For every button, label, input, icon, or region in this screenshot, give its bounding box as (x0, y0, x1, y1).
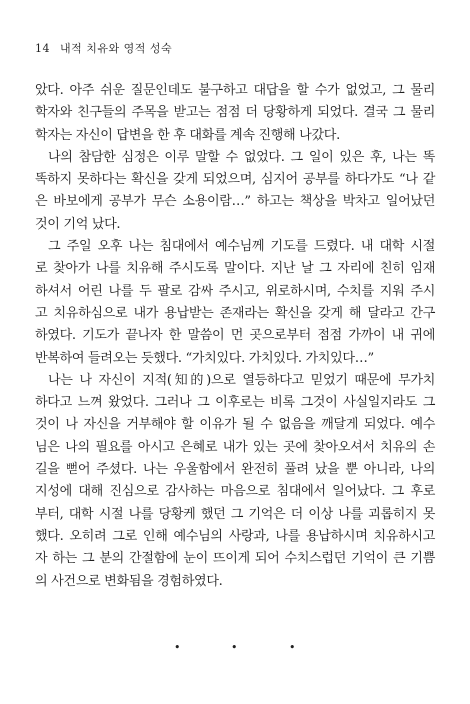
paragraph (35, 370, 435, 593)
text-line: 고 치유하심으로 내가 용납받는 존재라는 확신을 갖게 해 달라고 간구 (35, 305, 435, 321)
text-line: 나의 참담한 심정은 이루 말할 수 없었다. 그 일이 있은 후, 나는 똑 (48, 149, 435, 165)
text-line: 은 바보에게 공부가 무슨 소용이람…” 하고는 책상을 박차고 일어났던 (35, 194, 435, 210)
text-line: 그 주일 오후 나는 침대에서 예수님께 기도를 드렸다. 내 대학 시절 (48, 239, 435, 255)
text-line: 학자와 친구들의 주목을 받고는 점점 더 당황하게 되었다. 결국 그 물리 (35, 105, 435, 121)
text-line: 았다. 아주 쉬운 질문인데도 불구하고 대답을 할 수가 없었고, 그 물리 (35, 83, 435, 98)
text-line: 반복하여 들려오는 듯했다. “가치있다. 가치있다. 가치있다…” (35, 350, 374, 366)
paragraph (35, 80, 435, 147)
running-head-title: 내적 치유와 영적 성숙 (60, 42, 173, 55)
text-line: 님은 나의 필요를 아시고 은혜로 내가 있는 곳에 찾아오셔서 치유의 손 (35, 439, 435, 455)
page-number: 14 (35, 42, 50, 55)
paragraph (35, 147, 435, 236)
text-line: 지성에 대해 진심으로 감사하는 마음으로 침대에서 일어났다. 그 후로 (35, 484, 435, 500)
text-line: 길을 뻗어 주셨다. 나는 우울함에서 완전히 풀려 났을 뿐 아니라, 나의 (35, 462, 435, 478)
section-break (0, 642, 470, 654)
text-line: 로 찾아가 나를 치유해 주시도록 말이다. 지난 날 그 자리에 친히 임재 (35, 261, 435, 277)
text-line: 똑하지 못하다는 확신을 갖게 되었으며, 심지어 공부를 하다가도 “나 같 (35, 172, 435, 188)
paragraph (35, 236, 435, 370)
section-break-dot: • (289, 641, 296, 654)
text-line: 의 사건으로 변화됨을 경험하였다. (35, 573, 223, 589)
text-line: 자 하는 그 분의 간절함에 눈이 뜨이게 되어 수치스럽던 기억이 큰 기쁨 (35, 551, 435, 567)
running-head (35, 40, 172, 56)
text-line: 했다. 오히려 그로 인해 예수님의 사랑과, 나를 용납하시며 치유하시고 (35, 528, 435, 544)
text-line: 것이 기억 났다. (35, 216, 121, 232)
text-line: 나는 나 자신이 지적(知的)으로 열등하다고 믿었기 때문에 무가치 (48, 372, 435, 388)
body-text (35, 80, 435, 593)
section-break-dot: • (174, 641, 181, 654)
text-line: 것이 나 자신을 거부해야 할 이유가 될 수 없음을 깨달게 되었다. 예수 (35, 417, 435, 433)
section-break-dot: • (231, 641, 238, 654)
text-line: 하셔서 어린 나를 두 팔로 감싸 주시고, 위로하시며, 수치를 지워 주시 (35, 283, 435, 299)
text-line: 부터, 대학 시절 나를 당황케 했던 그 기억은 더 이상 나를 괴롭히지 못 (35, 506, 435, 522)
text-line: 하였다. 기도가 끝나자 한 말씀이 먼 곳으로부터 점점 가까이 내 귀에 (35, 328, 435, 344)
text-line: 학자는 자신이 답변을 한 후 대화를 계속 진행해 나갔다. (35, 127, 340, 143)
text-line: 하다고 느껴 왔었다. 그러나 그 이후로는 비록 그것이 사실일지라도 그 (35, 395, 435, 411)
